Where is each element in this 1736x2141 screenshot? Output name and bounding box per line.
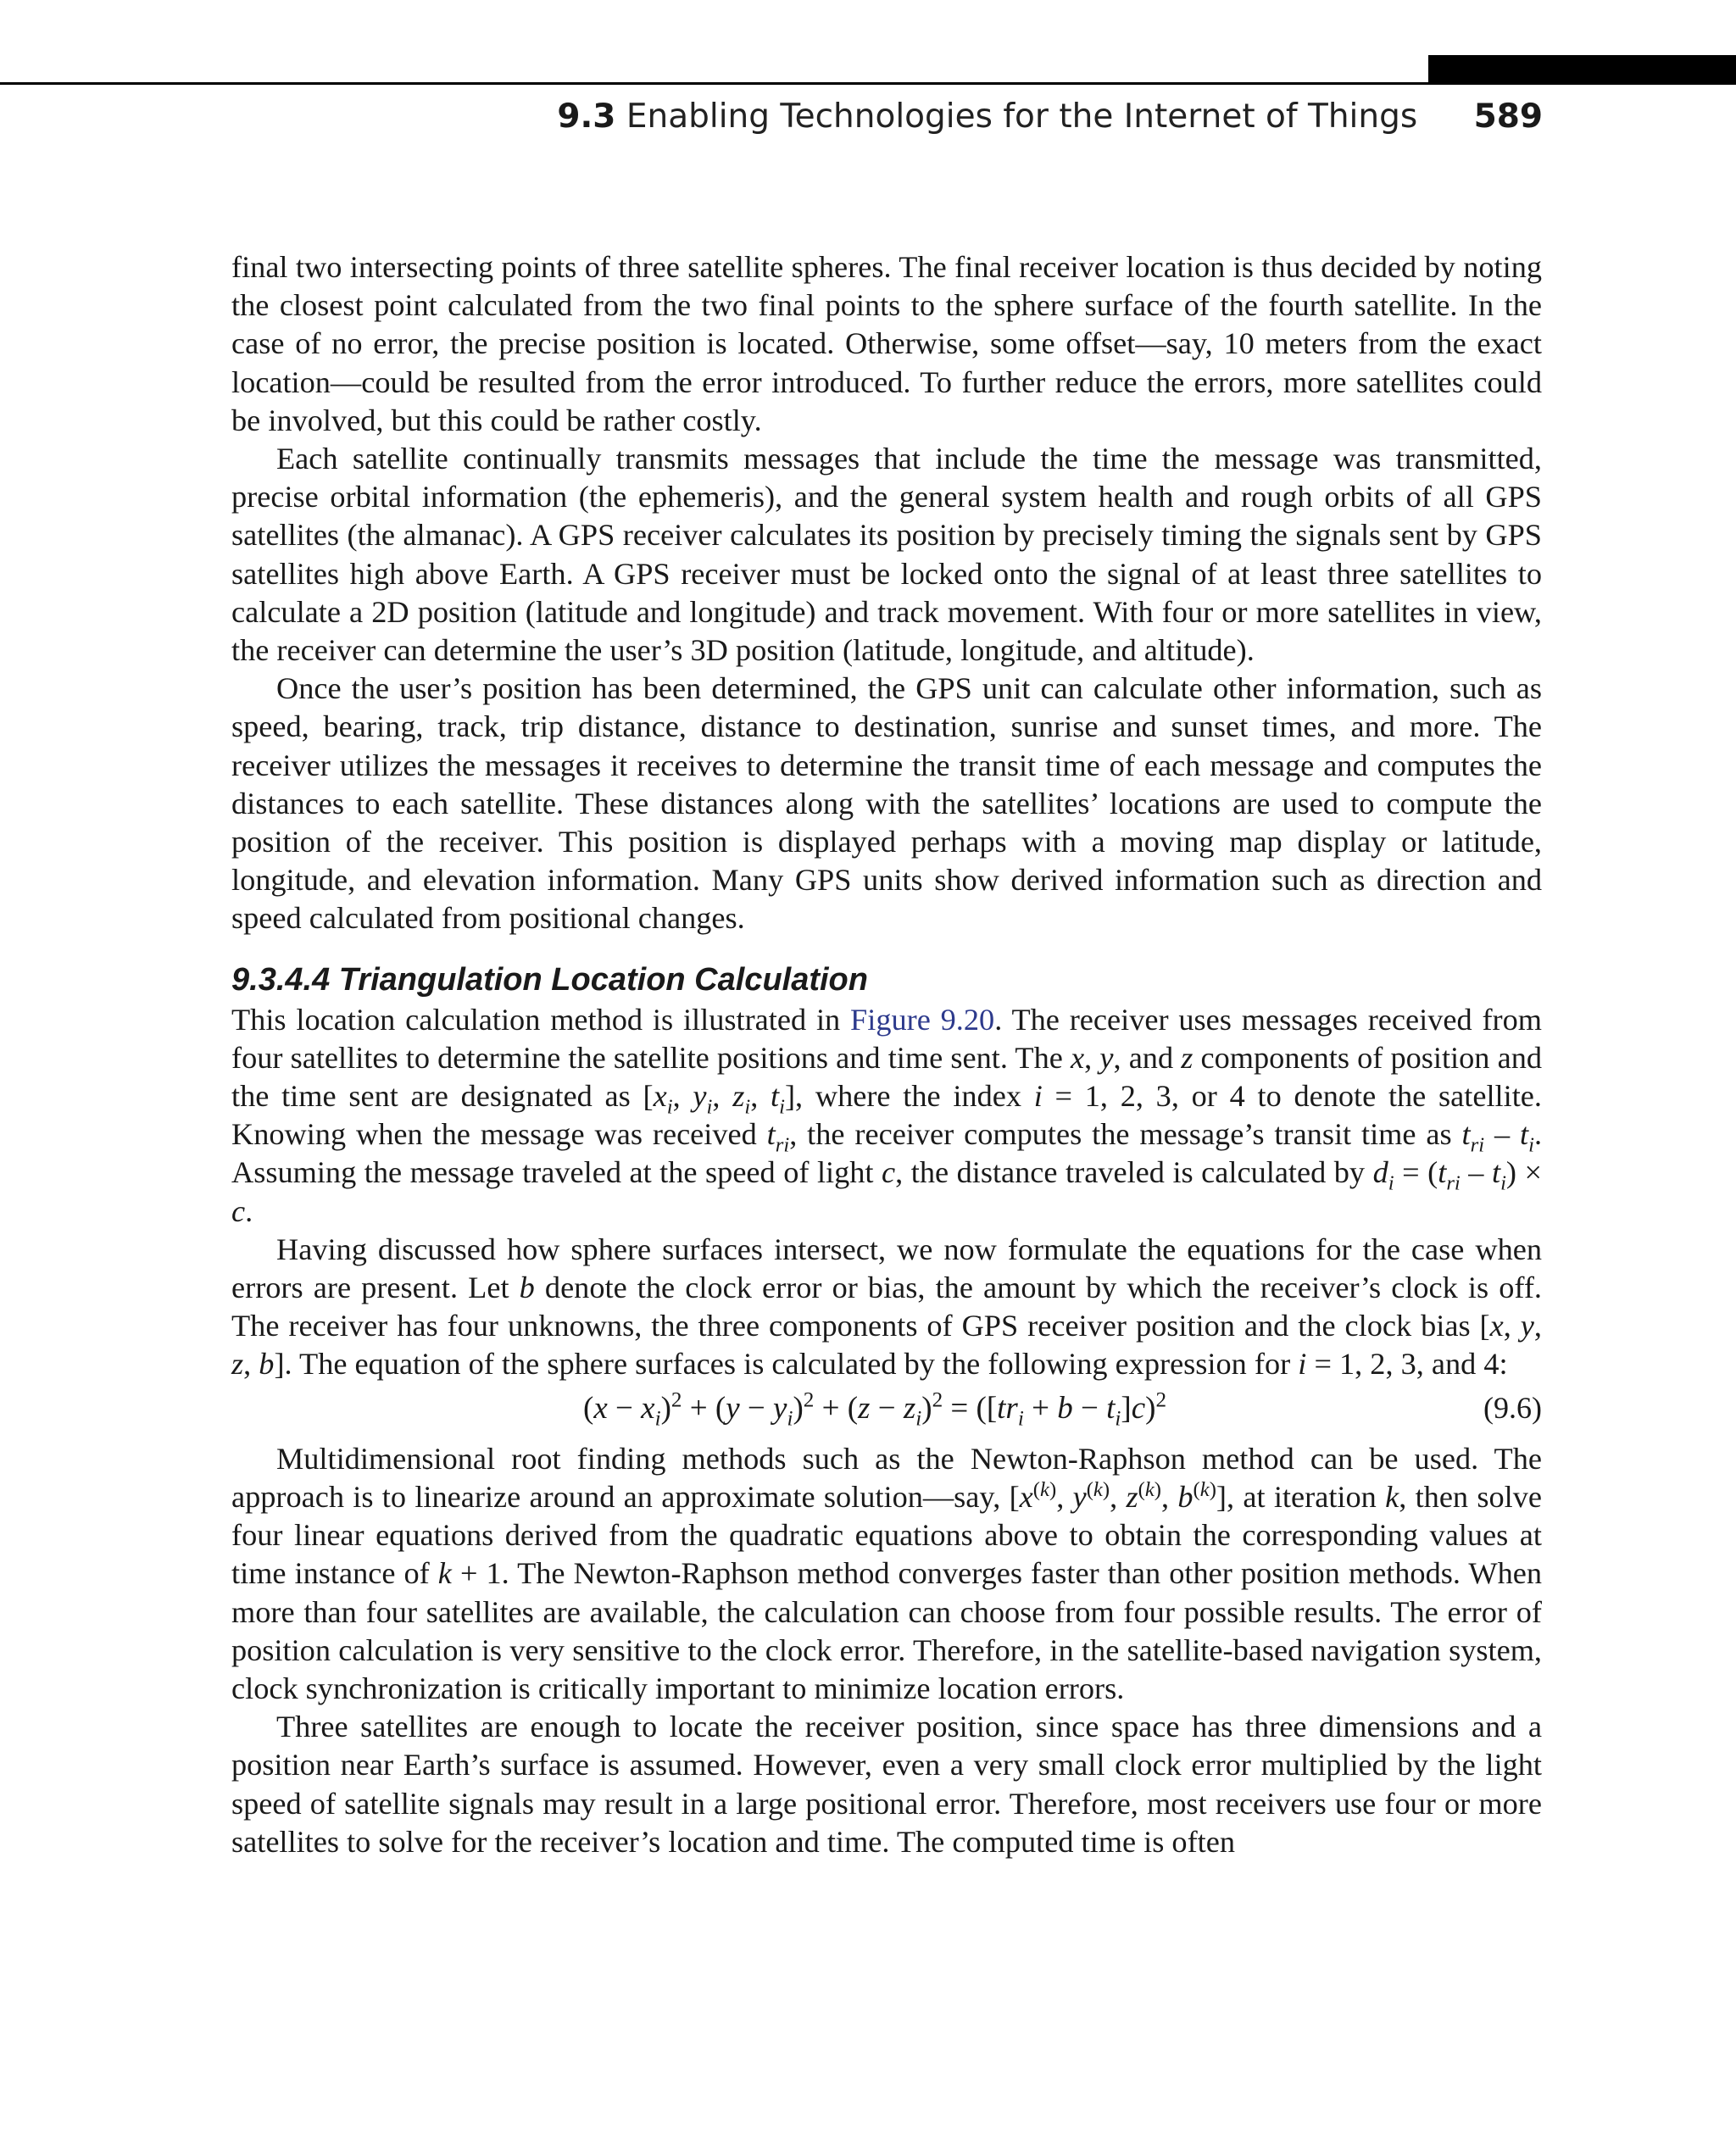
paragraph-4: This location calculation method is illustrated in Figure 9.20. The receiver uses messages received from four satellites to determine the satellite positions and time sent. The x, y, and z components of position and the time sent are designated as [$x_i$, $y_i$, $z_i$, $t_i$], where the index i = 1, 2, 3, or 4 to denote the satellite. Knowing when the message was received $t_{ri}$, the receiver computes the message’s transit time as $t_{ri} - t_i$. Assuming the message traveled at the speed of light c, the distance traveled is calculated by $d_i = (t_{ri} - t_i) \times c$. [231,1002,1543,1228]
paragraph-7: Three satellites are enough to locate the receiver position, since space has three dimensions and a position near Earth’s surface is assumed. However, even a very small clock error multiplied by the light speed of satellite signals may result in a large positional error. Therefore, most receivers use four or more satellites to solve for the receiver’s location and time. The computed time is often [231,1710,1542,1859]
paragraph-1: final two intersecting points of three satellite spheres. The final receiver location is thus decided by noting the closest point calculated from the two final points to the sphere surface of the fourth satellite. In the case of no error, the precise position is located. Otherwise, some offset—say, 10 meters from the exact location—could be resulted from the error introduced. To further reduce the errors, more satellites could be involved, but this could be rather costly. [231,250,1542,437]
paragraph-6: Multidimensional root finding methods such as the Newton-Raphson method can be used. The approach is to linearize around an approximate solution—say, [$x^{(k)}$, $y^{(k)}$, $z^{(k)}$, $b^{(k)}$], at iteration k, then solve four linear equations derived from the quadratic equations above to obtain the corresponding values at time instance of k + 1. The Newton-Raphson method converges faster than other position methods. When more than four satellites are available, the calculation can choose from four possible results. The error of position calculation is very sensitive to the clock error. Therefore, in the satellite-based navigation system, clock synchronization is critically important to minimize location errors. [231,1441,1542,1705]
figure-link[interactable]: Figure 9.20 [850,1002,995,1037]
equation-expression: $(x - x_i)^2 + (y - y_i)^2 + (z - z_i)^2 = ([tr_i + b - t_i]c)^2$ [583,1388,1167,1431]
header-section-title: Enabling Technologies for the Internet of Things [626,97,1418,136]
equation-9-6 [231,1386,1542,1433]
header-section-number: 9.3 [557,97,616,136]
page-body [231,248,1542,1861]
running-header [557,93,1543,141]
paragraph-2: Each satellite continually transmits messages that include the time the message was transmitted, precise orbital information (the ephemeris), and the general system health and rough orbits of all GPS satellites (the almanac). A GPS receiver calculates its position by precisely timing the signals sent by GPS satellites high above Earth. A GPS receiver must be locked onto the signal of at least three satellites to calculate a 2D position (latitude and longitude) and track movement. With four or more satellites in view, the receiver can determine the user’s 3D position (latitude, longitude, and altitude). [231,442,1542,668]
paragraph-5: Having discussed how sphere surfaces intersect, we now formulate the equations for the case when errors are present. Let b denote the clock error or bias, the amount by which the receiver’s clock is off. The receiver has four unknowns, the three components of GPS receiver position and the clock bias [x, y, z, b]. The equation of the sphere surfaces is calculated by the following expression for i = 1, 2, 3, and 4: [231,1232,1542,1382]
page-number: 589 [1473,97,1543,136]
header-tab-bar [1428,55,1736,85]
section-heading: 9.3.4.4 Triangulation Location Calculation [231,961,868,998]
equation-number: (9.6) [1483,1390,1542,1425]
paragraph-3: Once the user’s position has been determined, the GPS unit can calculate other information, such as speed, bearing, track, trip distance, distance to destination, sunrise and sunset times, and more. The receiver utilizes the messages it receives to determine the transit time of each message and computes the distances to each satellite. These distances along with the satellites’ locations are used to compute the position of the receiver. This position is displayed perhaps with a moving map display or latitude, longitude, and elevation information. Many GPS units show derived information such as direction and speed calculated from positional changes. [231,671,1542,936]
